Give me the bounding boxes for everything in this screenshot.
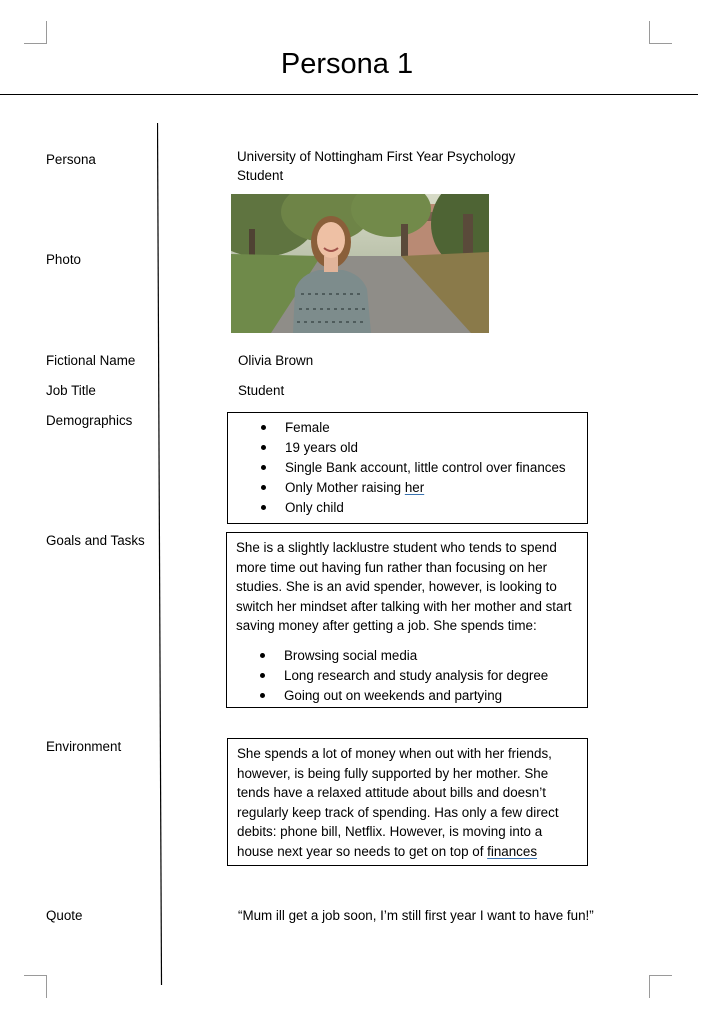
quote-value: “Mum ill get a job soon, I’m still first year I want to have fun!” (238, 908, 594, 923)
goals-list (227, 646, 578, 706)
list-item: Browsing social media (227, 646, 578, 666)
label-photo: Photo (46, 252, 81, 267)
list-item: Going out on weekends and partying (227, 686, 578, 706)
list-item: Only child (228, 498, 587, 518)
title-divider (0, 94, 698, 95)
list-item: Female (228, 418, 587, 438)
list-item: Long research and study analysis for degree (227, 666, 578, 686)
column-divider (157, 123, 163, 985)
list-item: Single Bank account, little control over finances (228, 458, 587, 478)
persona-photo (231, 194, 489, 333)
label-job-title: Job Title (46, 383, 96, 398)
goals-box (226, 532, 588, 708)
list-item-text: Only Mother raising (285, 480, 405, 495)
list-item (228, 478, 587, 498)
label-goals-and-tasks: Goals and Tasks (46, 533, 145, 548)
crop-mark-bottom-left (24, 975, 47, 998)
fictional-name-value: Olivia Brown (238, 353, 314, 368)
label-quote: Quote (46, 908, 83, 923)
label-fictional-name: Fictional Name (46, 353, 136, 368)
environment-box (227, 738, 588, 866)
persona-value-line2: Student (237, 168, 284, 183)
job-title-value: Student (238, 383, 285, 398)
list-item: 19 years old (228, 438, 587, 458)
label-demographics: Demographics (46, 413, 133, 428)
page-title: Persona 1 (280, 48, 414, 80)
crop-mark-bottom-right (649, 975, 672, 998)
demographics-box (227, 412, 588, 524)
label-persona: Persona (46, 152, 96, 167)
demographics-list (228, 418, 587, 518)
environment-text (237, 744, 578, 861)
crop-mark-top-right (649, 21, 672, 44)
goals-text: She is a slightly lacklustre student who tends to spend more time out having fun rather than focusing on her studies. She is an avid spender, however, is looking to switch her mindset after talking with her mother and start saving money after getting a job. She spends time: (236, 540, 572, 633)
persona-value-line1: University of Nottingham First Year Psychology (237, 149, 516, 164)
crop-mark-top-left (24, 21, 47, 44)
environment-text-body: She spends a lot of money when out with her friends, however, is being fully supported by her mother. She tends have a relaxed attitude about bills and doesn’t regularly keep track of spending. Has only a few direct debits: phone bill, Netflix. However, is moving into a house next year so needs to get on top of (237, 746, 559, 859)
spell-flagged-word[interactable]: finances (487, 843, 538, 859)
spell-flagged-word[interactable]: her (404, 480, 425, 495)
label-environment: Environment (46, 739, 122, 754)
